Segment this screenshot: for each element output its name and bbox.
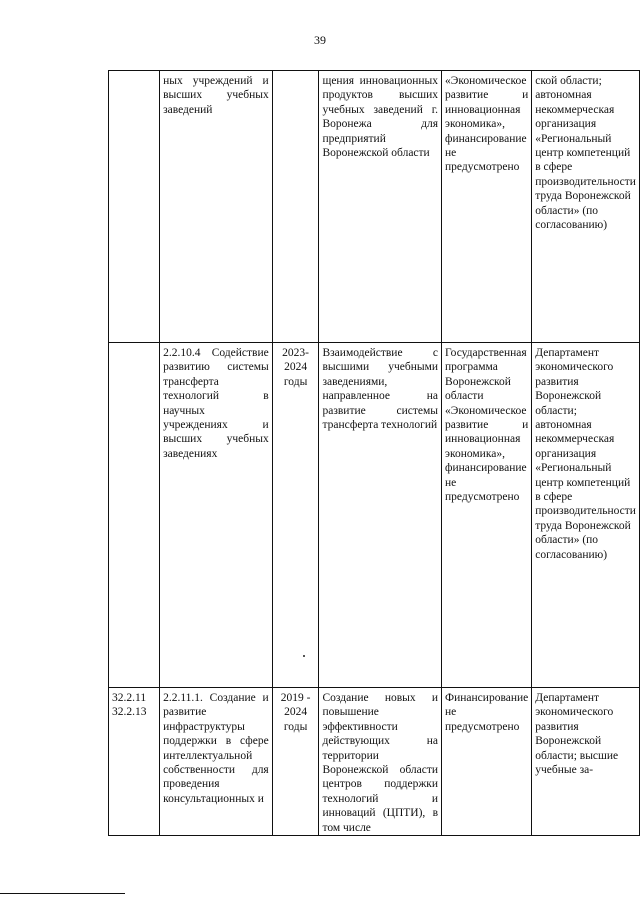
event-cell: ных учреждений и высших учебных заведений — [160, 71, 273, 343]
event-cell: 2.2.10.4 Содействие развитию системы трансферта технологий в научных учреждениях и высших учебных заведениях — [160, 343, 273, 688]
content-cell: Взаимодействие с высшими учебными заведениями, направленное на развитие системы трансферта технологий — [319, 343, 442, 688]
code-cell — [109, 71, 160, 343]
footnote-separator — [0, 893, 125, 894]
code-cell — [109, 343, 160, 688]
financing-cell: «Экономическое развитие и инновационная экономика», финансирование не предусмотрено — [442, 71, 532, 343]
years-cell: 2023-2024 годы — [272, 343, 319, 688]
measures-table — [108, 70, 640, 836]
code-cell — [109, 688, 160, 836]
event-cell: 2.2.11.1. Создание и развитие инфраструктуры поддержки в сфере интеллектуальной собственности для проведения консультационных и — [160, 688, 273, 836]
executor-cell: ской области; автономная некоммерческая организация «Региональный центр компетенций в сфере производительности труда Воронежской области» (по согласованию) — [532, 71, 640, 343]
executor-cell: Департамент экономического развития Воронежской области; автономная некоммерческая организация «Региональный центр компетенций в сфере производительности труда Воронежской области» (по согласованию) — [532, 343, 640, 688]
page-number: 39 — [314, 33, 326, 47]
table-row — [109, 688, 640, 836]
content-cell: Создание новых и повышение эффективности действующих на территории Воронежской области центров поддержки технологий и инноваций (ЦПТИ), в том числе — [319, 688, 442, 836]
scan-mark — [303, 655, 305, 657]
years-cell — [272, 71, 319, 343]
table-row — [109, 343, 640, 688]
code-line: 32.2.11 — [112, 692, 147, 704]
table-row — [109, 71, 640, 343]
content-cell: щения инновационных продуктов высших учебных заведений г. Воронежа для предприятий Воронежской области — [319, 71, 442, 343]
executor-cell: Департамент экономического развития Воронежской области; высшие учебные за- — [532, 688, 640, 836]
code-line: 32.2.13 — [112, 706, 147, 719]
financing-cell: Финансирование не предусмотрено — [442, 688, 532, 836]
financing-cell: Государственная программа Воронежской области «Экономическое развитие и инновационная экономика», финансирование не предусмотрено — [442, 343, 532, 688]
years-cell: 2019 - 2024 годы — [272, 688, 319, 836]
